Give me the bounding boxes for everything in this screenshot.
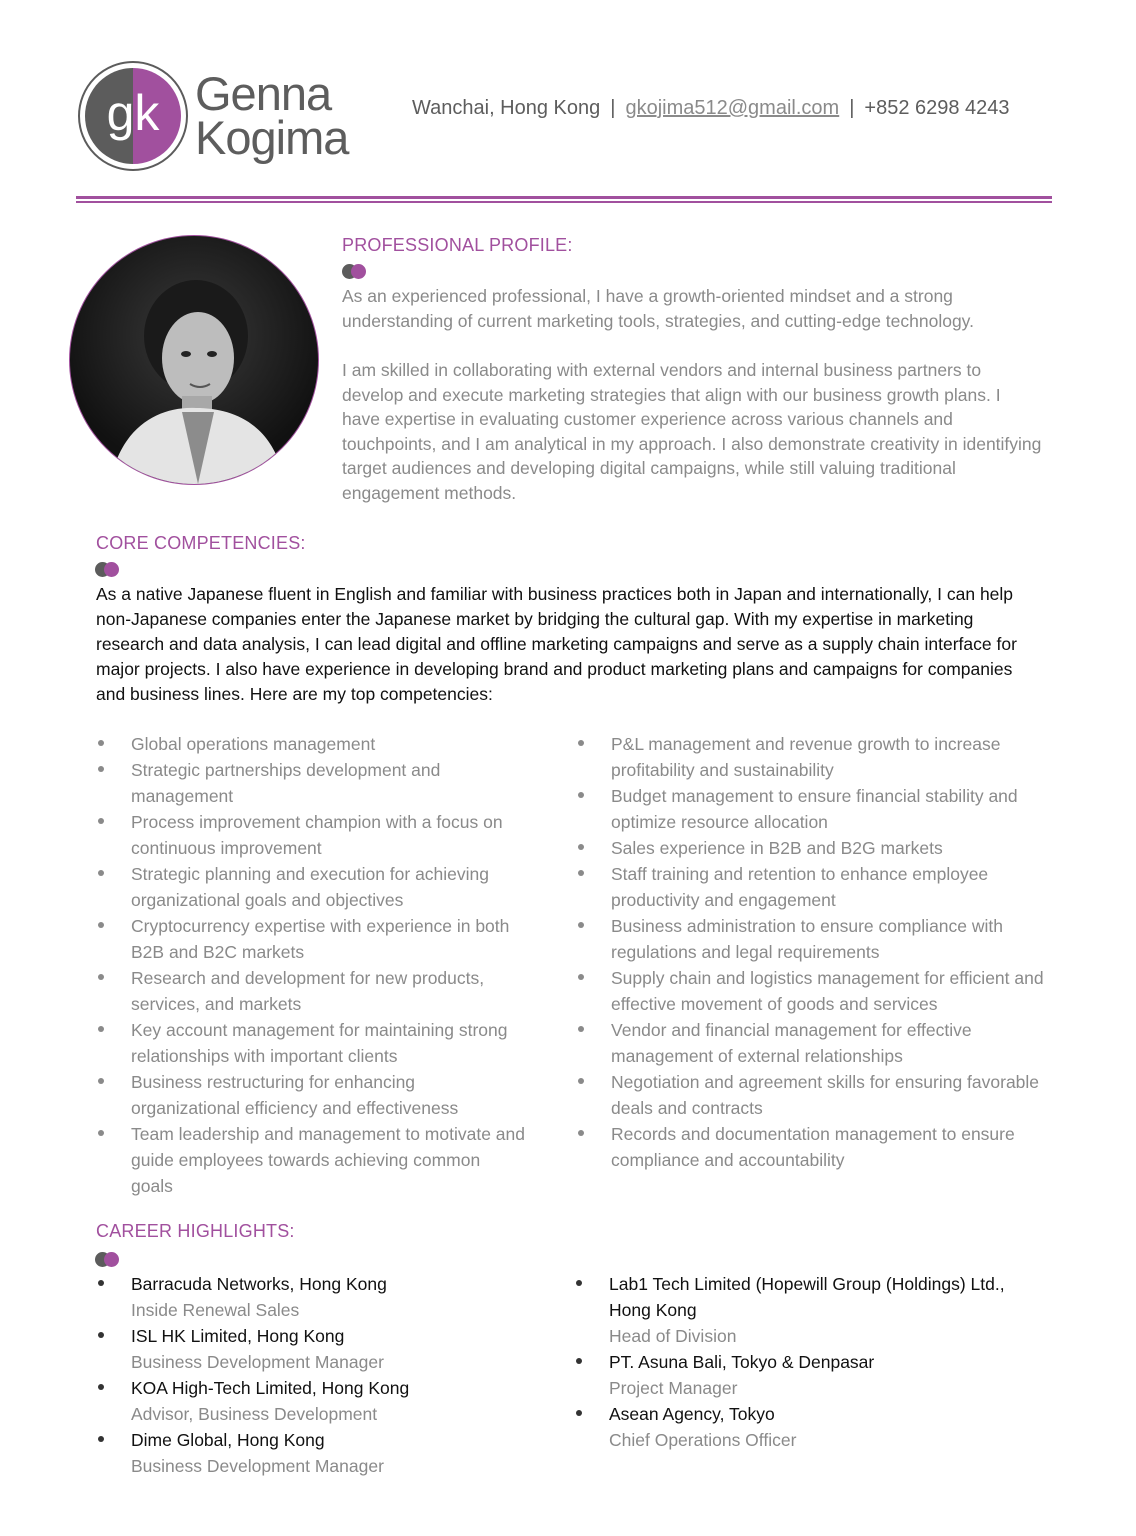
list-item: Staff training and retention to enhance employee productivity and engagement bbox=[576, 861, 1046, 913]
logo-initials: gk bbox=[106, 85, 160, 141]
list-item: Sales experience in B2B and B2G markets bbox=[576, 835, 1046, 861]
email-link[interactable]: gkojima512@gmail.com bbox=[625, 97, 840, 119]
career-item bbox=[574, 1349, 1044, 1401]
job-role: Inside Renewal Sales bbox=[131, 1300, 300, 1320]
contact-line bbox=[412, 97, 1010, 120]
company-name: Asean Agency, Tokyo bbox=[609, 1404, 775, 1424]
company-name: Dime Global, Hong Kong bbox=[131, 1430, 325, 1450]
competencies-title: CORE COMPETENCIES: bbox=[96, 533, 306, 553]
list-item: Key account management for maintaining strong relationships with important clients bbox=[96, 1017, 526, 1069]
career-title: CAREER HIGHLIGHTS: bbox=[96, 1221, 295, 1241]
list-item: Budget management to ensure financial stability and optimize resource allocation bbox=[576, 783, 1046, 835]
competencies-intro: As a native Japanese fluent in English and familiar with business practices both in Japan and internationally, I can help non-Japanese companies enter the Japanese market by bridging the cultural gap. With my expertise in marketing research and data analysis, I can lead digital and offline marketing campaigns and serve as a supply chain interface for major projects. I also have experience in developing brand and product marketing plans and campaigns for companies and business lines. Here are my top competencies: bbox=[96, 584, 1017, 704]
portrait-illustration bbox=[70, 236, 318, 484]
job-role: Business Development Manager bbox=[131, 1352, 384, 1372]
list-item: Cryptocurrency expertise with experience in both B2B and B2C markets bbox=[96, 913, 526, 965]
profile-title: PROFESSIONAL PROFILE: bbox=[342, 235, 573, 255]
profile-photo bbox=[69, 235, 319, 485]
list-item: Business administration to ensure compliance with regulations and legal requirements bbox=[576, 913, 1046, 965]
last-name: Kogima bbox=[195, 111, 349, 164]
competencies-left-list bbox=[96, 731, 526, 1199]
career-item bbox=[96, 1427, 526, 1479]
full-name bbox=[195, 67, 349, 164]
list-item: Strategic planning and execution for achieving organizational goals and objectives bbox=[96, 861, 526, 913]
list-item: Vendor and financial management for effective management of external relationships bbox=[576, 1017, 1046, 1069]
profile-paragraph: As an experienced professional, I have a growth-oriented mindset and a strong understanding of current marketing tools, strategies, and cutting-edge technology. bbox=[342, 286, 974, 331]
list-item: Global operations management bbox=[96, 731, 526, 757]
job-role: Advisor, Business Development bbox=[131, 1404, 378, 1424]
competencies-right-list bbox=[576, 731, 1046, 1173]
list-item: Strategic partnerships development and management bbox=[96, 757, 526, 809]
list-item: Negotiation and agreement skills for ensuring favorable deals and contracts bbox=[576, 1069, 1046, 1121]
logo bbox=[77, 60, 189, 172]
company-name: Barracuda Networks, Hong Kong bbox=[131, 1274, 387, 1294]
list-item: P&L management and revenue growth to increase profitability and sustainability bbox=[576, 731, 1046, 783]
separator: | bbox=[610, 97, 616, 119]
company-name: KOA High-Tech Limited, Hong Kong bbox=[131, 1378, 410, 1398]
career-item bbox=[574, 1271, 1044, 1349]
career-item bbox=[96, 1323, 526, 1375]
phone: +852 6298 4243 bbox=[864, 97, 1010, 119]
company-name: Lab1 Tech Limited (Hopewill Group (Holdings) Ltd., Hong Kong bbox=[609, 1274, 1005, 1320]
section-dots-icon bbox=[95, 1252, 127, 1268]
company-name: ISL HK Limited, Hong Kong bbox=[131, 1326, 345, 1346]
list-item: Research and development for new products, services, and markets bbox=[96, 965, 526, 1017]
job-role: Business Development Manager bbox=[131, 1456, 384, 1476]
header-divider bbox=[76, 196, 1052, 199]
job-role: Chief Operations Officer bbox=[609, 1430, 797, 1450]
logo-mark bbox=[77, 60, 189, 172]
list-item: Business restructuring for enhancing organizational efficiency and effectiveness bbox=[96, 1069, 526, 1121]
location: Wanchai, Hong Kong bbox=[412, 97, 601, 119]
profile-paragraph: I am skilled in collaborating with external vendors and internal business partners to develop and execute marketing strategies that align with our business growth plans. I have expertise in evaluating customer experience across various channels and touchpoints, and I am analytical in my approach. I also demonstrate creativity in identifying target audiences and developing digital campaigns, while still valuing traditional engagement methods. bbox=[342, 360, 1042, 503]
job-role: Head of Division bbox=[609, 1326, 737, 1346]
profile-text bbox=[342, 284, 1042, 505]
company-name: PT. Asuna Bali, Tokyo & Denpasar bbox=[609, 1352, 875, 1372]
list-item: Supply chain and logistics management for efficient and effective movement of goods and services bbox=[576, 965, 1046, 1017]
section-dots-icon bbox=[95, 562, 127, 578]
list-item: Records and documentation management to ensure compliance and accountability bbox=[576, 1121, 1046, 1173]
career-right-list bbox=[574, 1271, 1044, 1453]
list-item: Process improvement champion with a focus on continuous improvement bbox=[96, 809, 526, 861]
career-item bbox=[96, 1271, 526, 1323]
separator: | bbox=[849, 97, 855, 119]
section-dots-icon bbox=[342, 264, 374, 280]
career-item bbox=[96, 1375, 526, 1427]
first-name: Genna bbox=[195, 67, 332, 120]
list-item: Team leadership and management to motivate and guide employees towards achieving common goals bbox=[96, 1121, 526, 1199]
header-divider-thin bbox=[76, 201, 1052, 203]
career-item bbox=[574, 1401, 1044, 1453]
career-left-list bbox=[96, 1271, 526, 1479]
job-role: Project Manager bbox=[609, 1378, 738, 1398]
